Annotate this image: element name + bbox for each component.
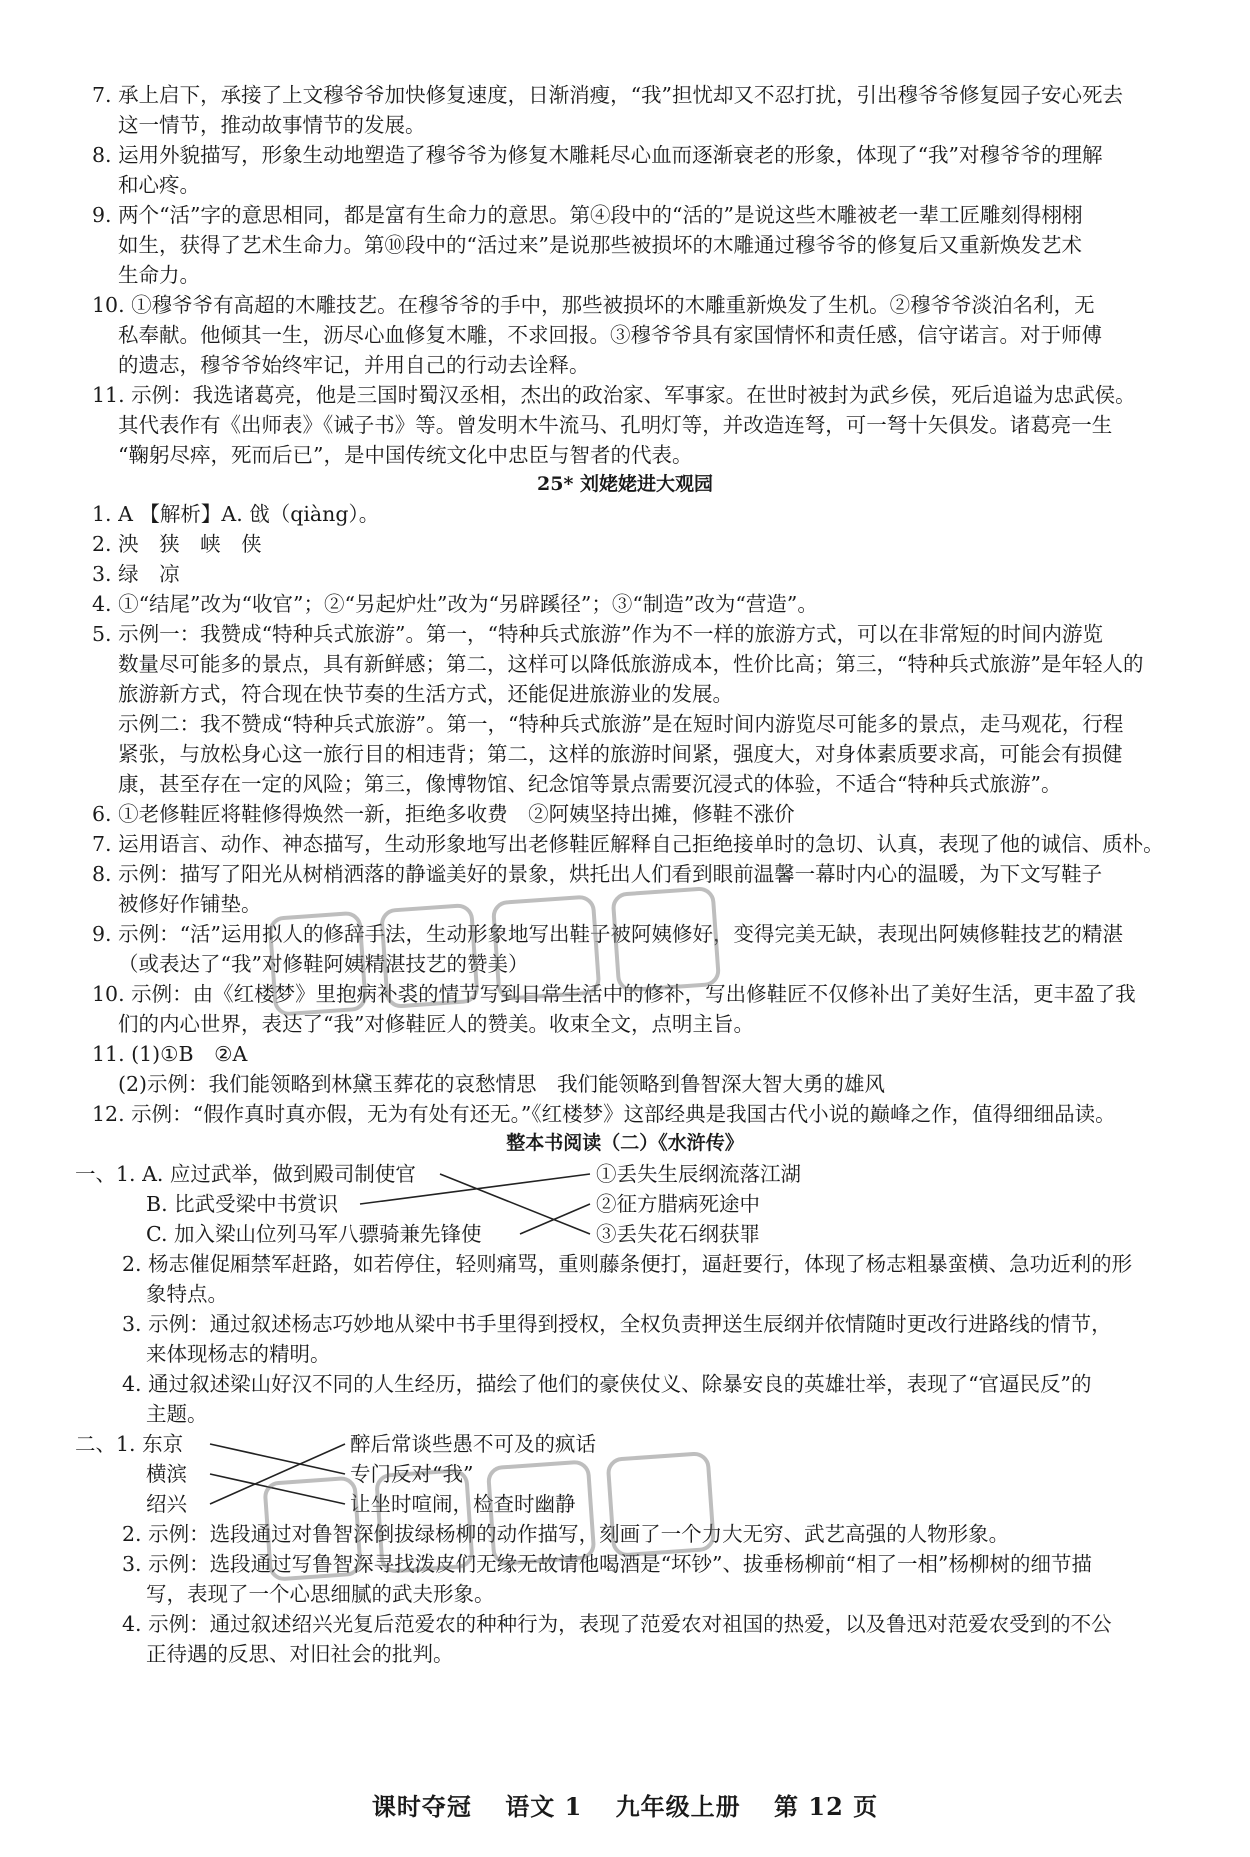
watermark (255, 1434, 735, 1619)
l25-answer-8: 8. 示例：描写了阳光从树梢洒落的静谧美好的景象，烘托出人们看到眼前温馨一幕时内心的温暖，为下文写鞋子 (92, 862, 1103, 886)
answer-10-cont: 私奉献。他倾其一生，沥尽心血修复木雕，不求回报。③穆爷爷具有家国情怀和责任感，信守诺言。对于师傅 (118, 323, 1102, 347)
reading-answer-3: 3. 示例：通过叙述杨志巧妙地从梁中书手里得到授权，全权负责押送生辰纲并依情随时更改行进路线的情节， (122, 1312, 1112, 1336)
answer-10: 10. ①穆爷爷有高超的木雕技艺。在穆爷爷的手中，那些被损坏的木雕重新焕发了生机。②穆爷爷淡泊名利，无 (92, 293, 1095, 317)
l25-answer-7: 7. 运用语言、动作、神态描写，生动形象地写出老修鞋匠解释自己拒绝接单时的急切、认真，表现了他的诚信、质朴。 (92, 832, 1164, 856)
matching2-left-2: 横滨 (146, 1462, 187, 1486)
l25-answer-5-cont: 康，甚至存在一定的风险；第三，像博物馆、纪念馆等景点需要沉浸式的体验，不适合“特种兵式旅游”。 (118, 772, 1062, 796)
page-footer (0, 1792, 1250, 1822)
l25-answer-9: 9. 示例：“活”运用拟人的修辞手法，生动形象地写出鞋子被阿姨修好，变得完美无缺，表现出阿姨修鞋技艺的精湛 (92, 922, 1124, 946)
reading-answer-3-cont: 来体现杨志的精明。 (146, 1342, 331, 1366)
l25-answer-4: 4. ①“结尾”改为“收官”；②“另起炉灶”改为“另辟蹊径”；③“制造”改为“营造”。 (92, 592, 818, 616)
l25-answer-12: 12. 示例：“假作真时真亦假，无为有处有还无。”《红楼梦》这部经典是我国古代小说的巅峰之作，值得细细品读。 (92, 1102, 1116, 1126)
reading-answer-4-cont: 主题。 (146, 1402, 208, 1426)
l25-answer-9-cont: （或表达了“我”对修鞋阿姨精湛技艺的赞美） (118, 952, 529, 976)
reading2-answer-3-cont: 写，表现了一个心思细腻的武夫形象。 (146, 1582, 495, 1606)
matching2-right-1: 醉后常谈些愚不可及的疯话 (350, 1432, 596, 1456)
matching2-right-3: 让坐时喧闹，检查时幽静 (350, 1492, 576, 1516)
footer-grade: 九年级上册 (615, 1792, 741, 1821)
matching2-right-2: 专门反对“我” (350, 1462, 474, 1486)
footer-page-number: 第 12 页 (774, 1792, 879, 1821)
l25-answer-10: 10. 示例：由《红楼梦》里抱病补裘的情节写到日常生活中的修补，写出修鞋匠不仅修补出了美好生活，更丰盈了我 (92, 982, 1136, 1006)
l25-answer-5-cont: 紧张，与放松身心这一旅行目的相违背；第二，这样的旅游时间紧，强度大，对身体素质要求高，可能会有损健 (118, 742, 1123, 766)
answer-9-cont: 如生，获得了艺术生命力。第⑩段中的“活过来”是说那些被损坏的木雕通过穆爷爷的修复后又重新焕发艺术 (118, 233, 1082, 257)
reading2-answer-4: 4. 示例：通过叙述绍兴光复后范爱农的种种行为，表现了范爱农对祖国的热爱，以及鲁迅对范爱农受到的不公 (122, 1612, 1112, 1636)
answer-11-cont: 其代表作有《出师表》《诫子书》等。曾发明木牛流马、孔明灯等，并改造连弩，可一弩十矢俱发。诸葛亮一生 (118, 413, 1113, 437)
reading-answer-2: 2. 杨志催促厢禁军赶路，如若停住，轻则痛骂，重则藤条便打，逼赶要行，体现了杨志粗暴蛮横、急功近利的形 (122, 1252, 1133, 1276)
matching-left-a: 一、1. A. 应过武举，做到殿司制使官 (75, 1162, 416, 1186)
l25-answer-2: 2. 泱 狭 峡 侠 (92, 532, 262, 556)
l25-answer-5-cont: 旅游新方式，符合现在快节奏的生活方式，还能促进旅游业的发展。 (118, 682, 733, 706)
l25-answer-3: 3. 绿 凉 (92, 562, 180, 586)
footer-subject: 语文 1 (505, 1792, 583, 1821)
matching-right-1: ①丢失生辰纲流落江湖 (596, 1162, 801, 1186)
answer-9-cont: 生命力。 (118, 263, 200, 287)
answer-11-cont: “鞠躬尽瘁，死而后已”，是中国传统文化中忠臣与智者的代表。 (118, 443, 693, 467)
section-heading-whole-book-reading: 整本书阅读（二）《水浒传》 (506, 1132, 744, 1154)
reading2-answer-2: 2. 示例：选段通过对鲁智深倒拔绿杨柳的动作描写，刻画了一个力大无穷、武艺高强的人物形象。 (122, 1522, 1010, 1546)
answer-7-cont: 这一情节，推动故事情节的发展。 (118, 113, 426, 137)
answer-9: 9. 两个“活”字的意思相同，都是富有生命力的意思。第④段中的“活的”是说这些木雕被老一辈工匠雕刻得栩栩 (92, 203, 1083, 227)
l25-answer-11: 11. (1)①B ②A (92, 1042, 248, 1066)
l25-answer-1: 1. A 【解析】A. 戗（qiàng）。 (92, 502, 380, 526)
watermark (260, 869, 740, 1054)
matching2-left-3: 绍兴 (146, 1492, 187, 1516)
l25-answer-8-cont: 被修好作铺垫。 (118, 892, 262, 916)
matching-left-b: B. 比武受梁中书赏识 (146, 1192, 339, 1216)
reading2-answer-3: 3. 示例：选段通过写鲁智深寻找泼皮们无缘无故请他喝酒是“坏钞”、拔垂杨柳前“相了一相”杨柳树的细节描 (122, 1552, 1092, 1576)
section-heading-lesson-25: 25* 刘姥姥进大观园 (537, 473, 713, 495)
answer-8-cont: 和心疼。 (118, 173, 200, 197)
reading-answer-2-cont: 象特点。 (146, 1282, 228, 1306)
answer-10-cont: 的遗志，穆爷爷始终牢记，并用自己的行动去诠释。 (118, 353, 590, 377)
l25-answer-5-example2: 示例二：我不赞成“特种兵式旅游”。第一，“特种兵式旅游”是在短时间内游览尽可能多的景点，走马观花，行程 (118, 712, 1124, 736)
answer-7: 7. 承上启下，承接了上文穆爷爷加快修复速度，日渐消瘦，“我”担忧却又不忍打扰，引出穆爷爷修复园子安心死去 (92, 83, 1124, 107)
answer-8: 8. 运用外貌描写，形象生动地塑造了穆爷爷为修复木雕耗尽心血而逐渐衰老的形象，体现了“我”对穆爷爷的理解 (92, 143, 1103, 167)
matching-left-c: C. 加入梁山位列马军八骠骑兼先锋使 (146, 1222, 482, 1246)
reading2-answer-4-cont: 正待遇的反思、对旧社会的批判。 (146, 1642, 454, 1666)
reading-answer-4: 4. 通过叙述梁山好汉不同的人生经历，描绘了他们的豪侠仗义、除暴安良的英雄壮举，表现了“官逼民反”的 (122, 1372, 1092, 1396)
matching2-left-1: 二、1. 东京 (75, 1432, 184, 1456)
l25-answer-11-part2: (2)示例：我们能领略到林黛玉葬花的哀愁情思 我们能领略到鲁智深大智大勇的雄风 (118, 1072, 886, 1096)
answer-11: 11. 示例：我选诸葛亮，他是三国时蜀汉丞相，杰出的政治家、军事家。在世时被封为武乡侯，死后追谥为忠武侯。 (92, 383, 1136, 407)
matching-right-3: ③丢失花石纲获罪 (596, 1222, 760, 1246)
l25-answer-5-cont: 数量尽可能多的景点，具有新鲜感；第二，这样可以降低旅游成本，性价比高；第三，“特种兵式旅游”是年轻人的 (118, 652, 1144, 676)
l25-answer-10-cont: 们的内心世界，表达了“我”对修鞋匠人的赞美。收束全文，点明主旨。 (118, 1012, 754, 1036)
l25-answer-5: 5. 示例一：我赞成“特种兵式旅游”。第一，“特种兵式旅游”作为不一样的旅游方式，可以在非常短的时间内游览 (92, 622, 1103, 646)
footer-book-title: 课时夺冠 (371, 1792, 472, 1821)
matching-right-2: ②征方腊病死途中 (596, 1192, 760, 1216)
l25-answer-6: 6. ①老修鞋匠将鞋修得焕然一新，拒绝多收费 ②阿姨坚持出摊，修鞋不涨价 (92, 802, 795, 826)
